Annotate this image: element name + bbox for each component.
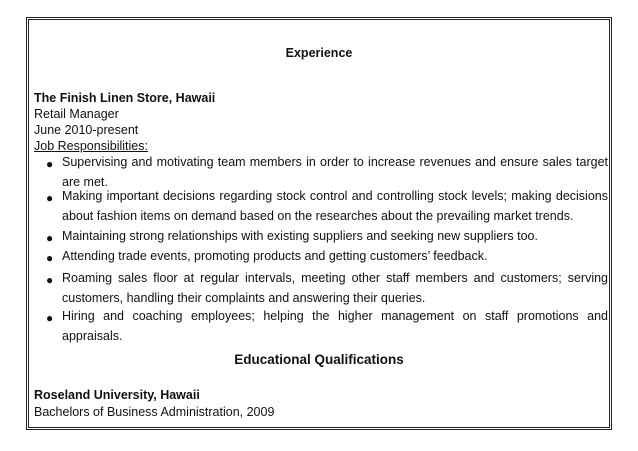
degree: Bachelors of Business Administration, 2009: [34, 405, 275, 419]
responsibility-item: Making important decisions regarding stock control and controlling stock levels; making decisions about fashion items on demand based on the researches about the prevailing market trends.: [62, 189, 608, 223]
education-heading: Educational Qualifications: [234, 352, 404, 367]
bullet-marker: ●: [46, 157, 54, 171]
responsibilities-label: Job Responsibilities:: [34, 139, 148, 153]
responsibility-item: Maintaining strong relationships with existing suppliers and seeking new suppliers too.: [62, 229, 538, 243]
bullet-marker: ●: [46, 231, 54, 245]
resume-section-frame: [26, 17, 612, 430]
responsibility-item: Attending trade events, promoting products and getting customers’ feedback.: [62, 249, 488, 263]
responsibility-item: Supervising and motivating team members in order to increase revenues and ensure sales target are met.: [62, 155, 608, 189]
bullet-marker: ●: [46, 251, 54, 265]
bullet-marker: ●: [46, 191, 54, 205]
job-period: June 2010-present: [34, 123, 139, 137]
responsibility-item: Roaming sales floor at regular intervals, meeting other staff members and customers; serving customers, handling their complaints and answering their queries.: [62, 271, 608, 305]
experience-heading: Experience: [285, 46, 353, 60]
company-name: The Finish Linen Store, Hawaii: [34, 91, 216, 105]
bullet-marker: ●: [46, 273, 54, 287]
responsibility-item: Hiring and coaching employees; helping the higher management on staff promotions and appraisals.: [62, 309, 608, 343]
institution-name: Roseland University, Hawaii: [34, 388, 200, 402]
bullet-marker: ●: [46, 311, 54, 325]
job-role: Retail Manager: [34, 107, 119, 121]
